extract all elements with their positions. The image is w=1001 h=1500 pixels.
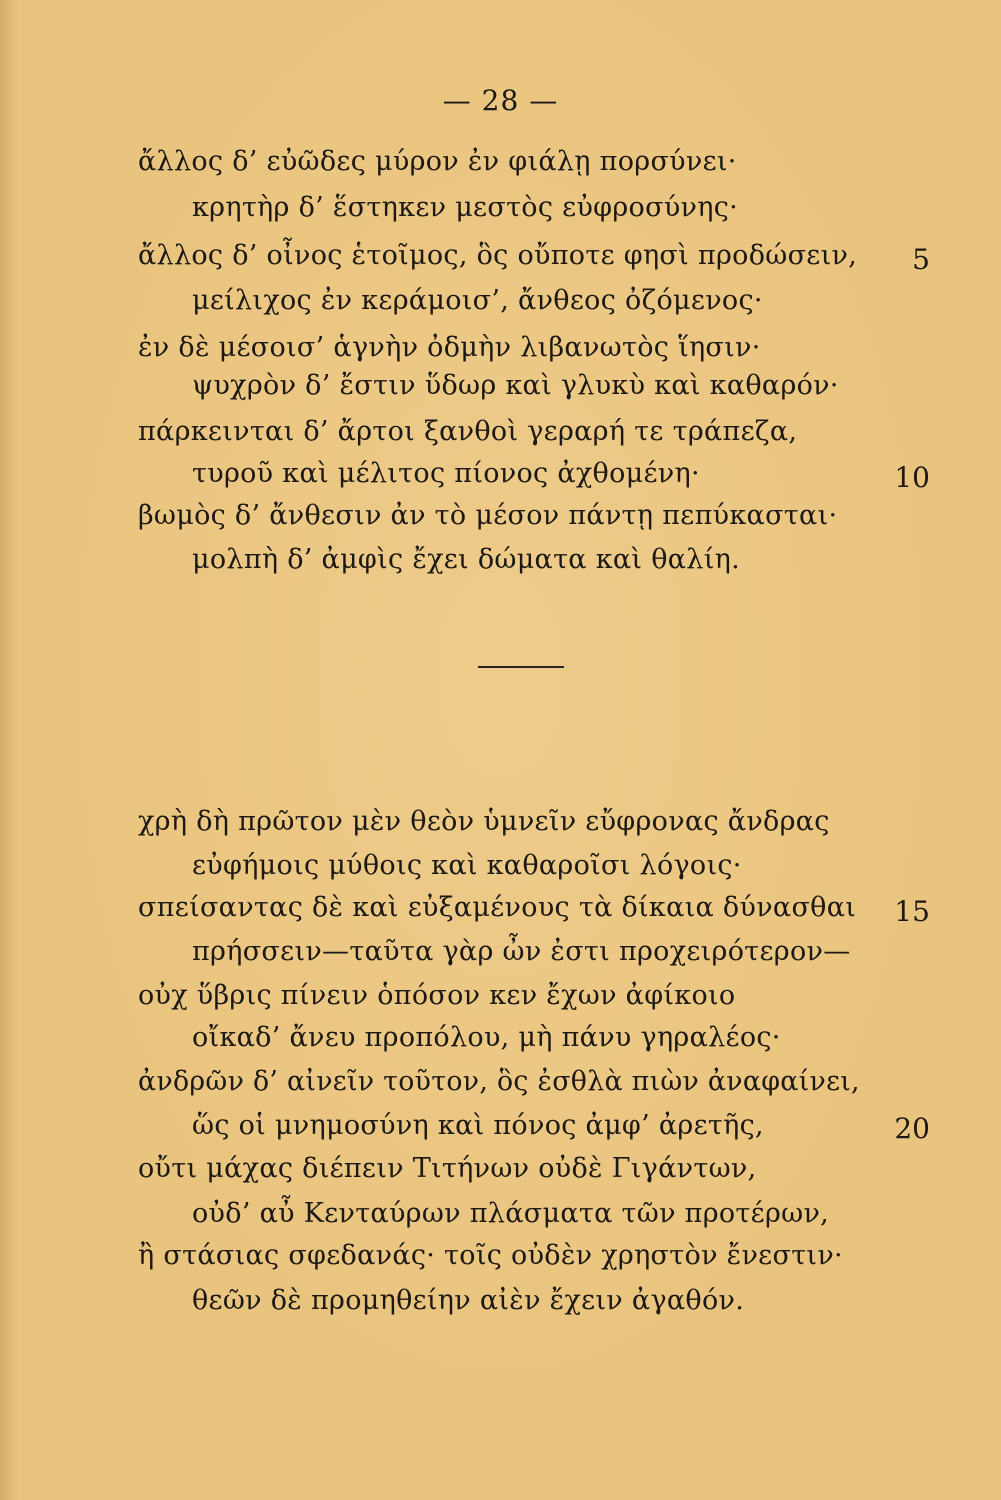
verse-line: θεῶν δὲ προμηθείην αἰὲν ἔχειν ἀγαθόν. <box>192 1285 745 1316</box>
line-number: 5 <box>912 243 930 276</box>
verse-line: σπείσαντας δὲ καὶ εὐξαμένους τὰ δίκαια δύνασθαι <box>138 892 857 923</box>
verse-line: μείλιχος ἐν κεράμοισ’, ἄνθεος ὀζόμενος· <box>192 285 763 316</box>
verse-line: τυροῦ καὶ μέλιτος πίονος ἀχθομένη· <box>192 458 700 489</box>
verse-line: ἄλλος δ’ εὐῶδες μύρον ἐν φιάλῃ πορσύνει· <box>138 146 737 177</box>
verse-line: πρήσσειν—ταῦτα γὰρ ὦν ἐστι προχειρότερον— <box>192 936 851 967</box>
section-divider <box>478 666 564 668</box>
verse-line: ἀνδρῶν δ’ αἰνεῖν τοῦτον, ὃς ἐσθλὰ πιὼν ἀναφαίνει, <box>138 1066 860 1097</box>
verse-line: ὥς οἱ μνημοσύνη καὶ πόνος ἀμφ’ ἀρετῆς, <box>192 1110 764 1141</box>
verse-line: ψυχρὸν δ’ ἔστιν ὕδωρ καὶ γλυκὺ καὶ καθαρόν· <box>192 370 839 401</box>
line-number: 10 <box>894 461 930 494</box>
verse-line: οὐδ’ αὖ Κενταύρων πλάσματα τῶν προτέρων, <box>192 1198 830 1229</box>
verse-line: οὔτι μάχας διέπειν Τιτήνων οὐδὲ Γιγάντων, <box>138 1153 757 1184</box>
line-number: 15 <box>894 895 930 928</box>
verse-line: οἴκαδ’ ἄνευ προπόλου, μὴ πάνυ γηραλέος· <box>192 1022 781 1053</box>
verse-line: ἢ στάσιας σφεδανάς· τοῖς οὐδὲν χρηστὸν ἔνεστιν· <box>138 1240 843 1271</box>
verse-line: κρητὴρ δ’ ἕστηκεν μεστὸς εὐφροσύνης· <box>192 192 739 223</box>
verse-line: βωμὸς δ’ ἄνθεσιν ἀν τὸ μέσον πάντῃ πεπύκασται· <box>138 500 838 531</box>
verse-line: εὐφήμοις μύθοις καὶ καθαροῖσι λόγοις· <box>192 850 742 881</box>
verse-line: οὐχ ὕβρις πίνειν ὁπόσον κεν ἔχων ἀφίκοιο <box>138 980 736 1011</box>
page-number: — 28 — <box>442 84 559 117</box>
verse-line: ἄλλος δ’ οἶνος ἑτοῖμος, ὃς οὔποτε φησὶ προδώσειν, <box>138 240 858 271</box>
verse-line: μολπὴ δ’ ἀμφὶς ἔχει δώματα καὶ θαλίη. <box>192 544 740 575</box>
verse-line: πάρκεινται δ’ ἄρτοι ξανθοὶ γεραρή τε τράπεζα, <box>138 416 798 447</box>
verse-line: ἐν δὲ μέσοισ’ ἁγνὴν ὀδμὴν λιβανωτὸς ἵησιν· <box>138 332 761 363</box>
verse-line: χρὴ δὴ πρῶτον μὲν θεὸν ὑμνεῖν εὔφρονας ἄνδρας <box>138 806 830 837</box>
line-number: 20 <box>894 1112 930 1145</box>
